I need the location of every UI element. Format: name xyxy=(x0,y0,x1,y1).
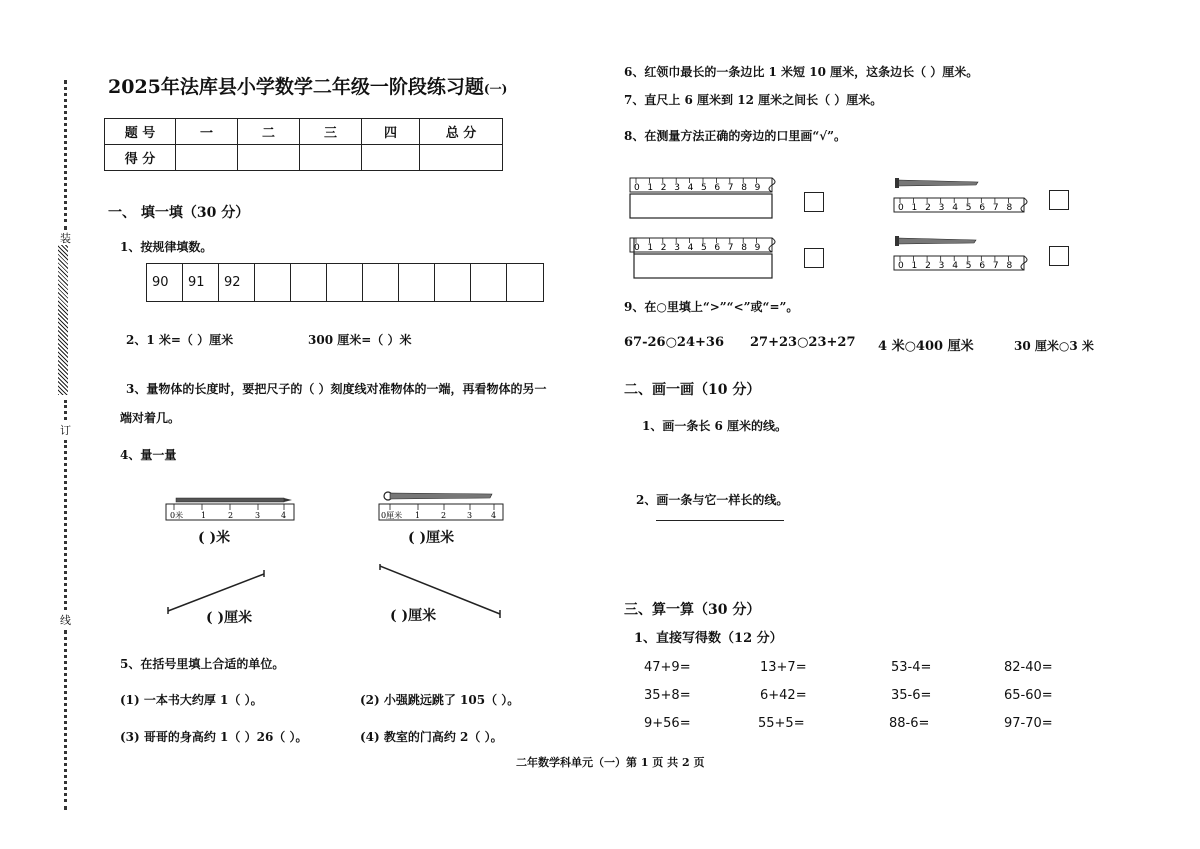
q5-text: 5、在括号里填上合适的单位。 xyxy=(120,657,285,671)
score-cell[interactable] xyxy=(420,145,503,171)
q8-ruler-c xyxy=(892,176,1042,218)
ruler-tick-label: 4 xyxy=(687,243,694,253)
score-cell[interactable] xyxy=(238,145,300,171)
page-footer: 二年数学科单元（一）第 1 页 共 2 页 xyxy=(516,756,705,769)
ruler-tick-label: 4 xyxy=(491,511,497,520)
ruler-tick-label: 1 xyxy=(911,261,918,271)
score-cell[interactable] xyxy=(362,145,420,171)
ruler-tick-label: 7 xyxy=(992,203,999,213)
ruler-tick-label: 5 xyxy=(701,183,707,193)
calc-item: 55+5= xyxy=(758,716,805,731)
ruler-tick-label: 7 xyxy=(727,243,734,253)
page-title-text: 2025年法库县小学数学二年级一阶段练习题 xyxy=(108,76,484,98)
binding-mark-zhuang: 装 xyxy=(60,232,71,245)
ruler-tick-label: 7 xyxy=(727,183,734,193)
calc-item: 47+9= xyxy=(644,660,691,675)
q1-text: 1、按规律填数。 xyxy=(120,240,213,254)
q5-item1: (1) 一本书大约厚 1（ ）。 xyxy=(120,693,263,707)
score-header: 三 xyxy=(300,119,362,145)
ruler-tick-label: 4 xyxy=(952,203,958,213)
sequence-cell[interactable] xyxy=(435,264,471,301)
q8-checkbox-b[interactable] xyxy=(804,248,824,268)
page-title-suffix: (一) xyxy=(483,82,508,96)
ruler-tick-label: 4 xyxy=(687,183,694,193)
score-header: 二 xyxy=(238,119,300,145)
ruler-tick-label: 8 xyxy=(1006,261,1013,271)
calc-item: 35-6= xyxy=(891,688,932,703)
ruler-tick-label: 7 xyxy=(992,261,999,271)
binding-dotted-line xyxy=(64,80,67,230)
binding-mark-ding: 订 xyxy=(60,424,71,437)
score-header: 总 分 xyxy=(420,119,503,145)
section3-heading: 三、算一算（30 分） xyxy=(624,602,761,618)
page-title xyxy=(108,72,507,99)
sequence-boxes xyxy=(146,263,544,302)
ruler-tick-label: 3 xyxy=(938,261,945,271)
ruler-tick-label: 2 xyxy=(660,183,667,193)
q2-part-a: 2、1 米=（ ）厘米 xyxy=(126,333,234,347)
ruler-tick-label: 3 xyxy=(674,183,680,193)
score-header: 题 号 xyxy=(105,119,176,145)
q8-ruler-d xyxy=(892,234,1042,276)
ruler-tick-label: 0 xyxy=(634,243,640,253)
ruler-tick-label: 4 xyxy=(281,511,287,520)
q5-item3: (3) 哥哥的身高约 1（ ）26（ ）。 xyxy=(120,730,308,744)
ruler-tick-label: 1 xyxy=(647,243,654,253)
score-cell[interactable] xyxy=(300,145,362,171)
ruler-tick-label: 8 xyxy=(741,183,747,193)
ruler-tick-label: 0厘米 xyxy=(381,511,403,520)
score-cell[interactable] xyxy=(176,145,238,171)
sequence-cell[interactable] xyxy=(327,264,363,301)
ruler-tick-label: 2 xyxy=(660,243,667,253)
score-row-label: 得 分 xyxy=(105,145,176,171)
ruler-tick-label: 6 xyxy=(979,203,986,213)
ruler-tick-label: 0米 xyxy=(170,511,184,520)
ruler-with-stick-1 xyxy=(160,492,300,526)
binding-dotted-line xyxy=(64,440,67,610)
q5-item2: (2) 小强跳远跳了 105（ ）。 xyxy=(360,693,520,707)
score-header: 四 xyxy=(362,119,420,145)
ruler-tick-label: 3 xyxy=(255,511,261,520)
sequence-cell: 92 xyxy=(219,264,255,301)
ruler-tick-label: 3 xyxy=(674,243,680,253)
calc-item: 88-6= xyxy=(889,716,930,731)
binding-dotted-line xyxy=(64,630,67,810)
sequence-cell: 90 xyxy=(147,264,183,301)
q9-item: 4 米○400 厘米 xyxy=(878,339,974,354)
calc-item: 13+7= xyxy=(760,660,807,675)
ruler-tick-label: 1 xyxy=(647,183,654,193)
q9-item: 67-26○24+36 xyxy=(624,335,724,350)
ruler-tick-label: 2 xyxy=(228,511,234,520)
sequence-cell[interactable] xyxy=(255,264,291,301)
q3-line2: 端对着几。 xyxy=(120,411,181,425)
section2-heading: 二、画一画（10 分） xyxy=(624,382,761,398)
binding-dotted-line xyxy=(64,400,67,420)
sequence-cell[interactable] xyxy=(363,264,399,301)
q8-ruler-a xyxy=(628,176,790,222)
ruler-tick-label: 8 xyxy=(1006,203,1013,213)
ruler-tick-label: 5 xyxy=(965,203,972,213)
q4-answer-2: ( )厘米 xyxy=(408,530,455,546)
score-table-header-row xyxy=(105,119,503,145)
q4-answer-3: ( )厘米 xyxy=(206,610,253,626)
q5-item4: (4) 教室的门高约 2（ ）。 xyxy=(360,730,503,744)
q7-text: 7、直尺上 6 厘米到 12 厘米之间长（ ）厘米。 xyxy=(624,93,883,107)
q9-item: 27+23○23+27 xyxy=(750,335,856,350)
ruler-tick-label: 0 xyxy=(898,261,904,271)
q9-item: 30 厘米○3 米 xyxy=(1014,339,1094,353)
q8-checkbox-a[interactable] xyxy=(804,192,824,212)
q4-answer-4: ( )厘米 xyxy=(390,608,437,624)
ruler-tick-label: 6 xyxy=(714,243,721,253)
ruler-tick-label: 9 xyxy=(754,183,761,193)
ruler-tick-label: 2 xyxy=(925,203,931,213)
ruler-tick-label: 2 xyxy=(925,261,931,271)
section3-sub: 1、直接写得数（12 分） xyxy=(634,631,783,646)
binding-hatch xyxy=(58,245,68,395)
score-header: 一 xyxy=(176,119,238,145)
q2-part-b: 300 厘米=（ ）米 xyxy=(308,333,412,347)
ruler-tick-label: 5 xyxy=(701,243,707,253)
q8-checkbox-c[interactable] xyxy=(1049,190,1069,210)
reference-line xyxy=(656,520,784,521)
ruler-tick-label: 1 xyxy=(911,203,918,213)
binding-mark-xian: 线 xyxy=(60,614,71,627)
calc-item: 97-70= xyxy=(1004,716,1053,731)
sequence-cell[interactable] xyxy=(291,264,327,301)
calc-item: 53-4= xyxy=(891,660,932,675)
ruler-tick-label: 0 xyxy=(634,183,640,193)
ruler-tick-label: 6 xyxy=(979,261,986,271)
sequence-cell: 91 xyxy=(183,264,219,301)
ruler-tick-label: 2 xyxy=(441,511,447,520)
sequence-cell[interactable] xyxy=(399,264,435,301)
calc-item: 35+8= xyxy=(644,688,691,703)
calc-item: 65-60= xyxy=(1004,688,1053,703)
ruler-with-nail-2 xyxy=(376,488,506,526)
ruler-tick-label: 9 xyxy=(754,243,761,253)
calc-item: 82-40= xyxy=(1004,660,1053,675)
score-table-score-row xyxy=(105,145,503,171)
section1-heading: 一、 填一填（30 分） xyxy=(108,205,250,221)
q4-text: 4、量一量 xyxy=(120,448,177,462)
ruler-tick-label: 6 xyxy=(714,183,721,193)
sequence-cell[interactable] xyxy=(507,264,543,301)
ruler-tick-label: 3 xyxy=(467,511,473,520)
ruler-tick-label: 3 xyxy=(938,203,945,213)
q8-text: 8、在测量方法正确的旁边的口里画“√”。 xyxy=(624,129,847,143)
q6-text: 6、红领巾最长的一条边比 1 米短 10 厘米，这条边长（ ）厘米。 xyxy=(624,65,979,79)
score-table xyxy=(104,118,503,171)
sequence-cell[interactable] xyxy=(471,264,507,301)
q3-line1: 3、量物体的长度时，要把尺子的（ ）刻度线对准物体的一端，再看物体的另一 xyxy=(126,382,547,396)
ruler-tick-label: 8 xyxy=(741,243,747,253)
ruler-tick-label: 5 xyxy=(965,261,972,271)
q4-answer-1: ( )米 xyxy=(198,530,231,546)
q9-text: 9、在○里填上“>”“<”或“=”。 xyxy=(624,300,799,314)
ruler-tick-label: 1 xyxy=(415,511,421,520)
ruler-tick-label: 0 xyxy=(898,203,904,213)
section2-q1: 1、画一条长 6 厘米的线。 xyxy=(642,419,788,433)
ruler-tick-label: 1 xyxy=(201,511,207,520)
calc-item: 9+56= xyxy=(644,716,691,731)
ruler-tick-label: 4 xyxy=(952,261,958,271)
q8-ruler-b xyxy=(628,236,790,282)
section2-q2: 2、画一条与它一样长的线。 xyxy=(636,493,789,507)
calc-item: 6+42= xyxy=(760,688,807,703)
q8-checkbox-d[interactable] xyxy=(1049,246,1069,266)
